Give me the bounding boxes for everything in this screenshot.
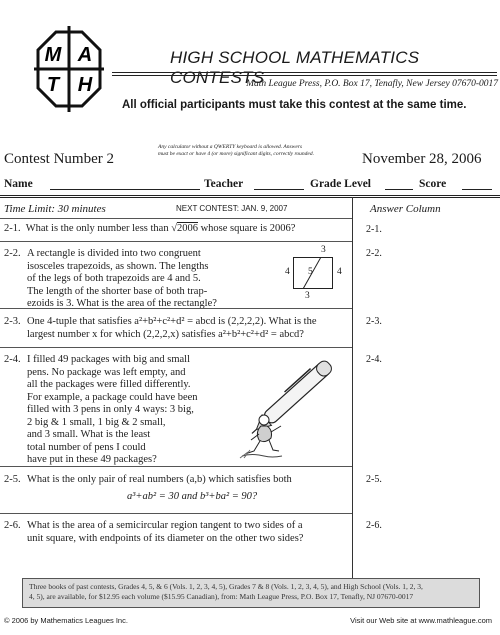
math-league-logo [34,26,104,112]
pen-icon [228,340,348,465]
official-notice: All official participants must take this contest at the same time. [122,99,467,111]
contest-number: Contest Number 2 [4,151,114,167]
answer-slot-2-6[interactable]: 2-6. [366,520,382,531]
score-label: Score [419,178,447,190]
question-number: 2-5. [4,474,21,485]
question-number: 2-2. [4,248,21,259]
books-advert [22,578,480,608]
figure-label-top: 3 [321,245,326,255]
grade-level-field[interactable] [385,178,413,190]
question-divider [0,513,352,514]
question-2-1 [4,223,295,236]
question-number: 2-1. [4,223,21,234]
question-line: One 4-tuple that satisfies a²+b²+c²+d² = abcd is (2,2,2,2). What is the [27,316,317,327]
question-line: isosceles trapezoids, as shown. The lengths [27,260,209,272]
question-line: What is the area of a semicircular region tangent to two sides of a [27,520,303,531]
figure-label-bottom: 3 [305,291,310,301]
question-line: A rectangle is divided into two congruent [27,248,201,259]
question-line: and 3 small. What is the least [27,429,151,440]
name-label: Name [4,178,33,190]
teacher-label: Teacher [204,178,244,190]
question-divider [0,218,352,219]
time-limit: Time Limit: 30 minutes [4,203,106,215]
score-field[interactable] [462,178,492,190]
answer-column-divider [352,197,353,597]
question-line: The length of the shorter base of both trap- [27,285,208,297]
page-title: HIGH SCHOOL MATHEMATICS CONTESTS [170,48,420,87]
answer-slot-2-2[interactable]: 2-2. [366,248,382,259]
section-rule-secondary [0,197,500,198]
question-2-4-text [27,354,237,467]
logo-letter-t: T [46,74,60,96]
answer-slot-2-5[interactable]: 2-5. [366,474,382,485]
question-equations: a³+ab² = 30 and b³+ba² = 90? [127,490,258,502]
question-line: all the packages were filled differently. [27,379,191,390]
teacher-field[interactable] [254,178,304,190]
calculator-note-line2: must be exact or have 4 (or more) significant digits, correctly rounded. [158,151,314,157]
question-line: For example, a package could have been [27,391,198,403]
question-line: unit square, with endpoints of its diameter on the other two sides? [27,532,304,544]
answer-column-heading: Answer Column [370,203,441,215]
figure-label-middle: 5 [308,267,313,277]
question-text: What is the only number less than [25,223,172,234]
header-rule [112,72,497,73]
header-rule-secondary [112,75,497,76]
publisher-address: Math League Press, P.O. Box 17, Tenafly, New Jersey 07670-0017 [246,79,498,89]
logo-letter-a: A [77,44,93,66]
radical-value: 2006 [176,223,198,234]
diagonal-divider-icon [293,257,333,289]
books-advert-line2: 4, 5), are available, for $12.95 each volume ($15.95 Canadian), from: Math League Press, P.O. Box 17, Tenafly, NJ 07670-0017 [29,591,414,601]
figure-label-right: 4 [337,267,342,277]
question-2-6-text [27,520,352,545]
question-2-5-text [27,474,352,503]
logo-octagon-icon [34,26,104,112]
figure-label-left: 4 [285,267,290,277]
section-rule [0,195,500,196]
question-line: What is the only pair of real numbers (a,b) which satisfies both [27,474,292,485]
question-number: 2-4. [4,354,21,365]
question-line: ezoids is 3. What is the area of the rectangle? [27,298,217,309]
logo-letter-h: H [77,74,93,96]
logo-letter-m: M [44,44,62,66]
radical-sign-icon: √ [171,223,177,234]
calculator-note [158,144,358,158]
copyright: © 2006 by Mathematics Leagues Inc. [4,616,128,625]
question-divider [0,466,352,467]
question-text-end: whose square is 2006? [197,223,296,234]
question-2-2-text [27,248,272,311]
next-contest: NEXT CONTEST: JAN. 9, 2007 [176,204,288,213]
trapezoid-figure [285,245,351,305]
question-line: I filled 49 packages with big and small [27,354,191,365]
question-2-3-text [27,316,352,341]
question-number: 2-3. [4,316,21,327]
books-advert-line1: Three books of past contests, Grades 4, 5, & 6 (Vols. 1, 2, 3, 4, 5), Grades 7 & 8 (Vols. 1, 2, 3, 4, 5), and High School (Vols. 1, 2, 3, [29,582,423,591]
answer-slot-2-4[interactable]: 2-4. [366,354,382,365]
question-line: have put in these 49 packages? [27,454,157,465]
question-line: of the legs of both trapezoids are 4 and 5. [27,273,201,284]
contest-date: November 28, 2006 [362,151,482,167]
question-line: pens. No package was left empty, and [27,366,186,378]
question-line: largest number x for which (2,2,2,x) satisfies a²+b²+c²+d² = abcd? [27,328,304,340]
pen-illustration [228,340,348,465]
question-divider [0,241,352,242]
name-field[interactable] [50,178,200,190]
calculator-note-line1: Any calculator without a QWERTY keyboard is allowed. Answers [158,144,303,150]
question-number: 2-6. [4,520,21,531]
question-line: 2 big & 1 small, 1 big & 2 small, [27,416,166,428]
question-line: filled with 3 pens in only 4 ways: 3 big, [27,404,194,415]
answer-slot-2-3[interactable]: 2-3. [366,316,382,327]
website-link[interactable]: Visit our Web site at www.mathleague.com [350,616,492,625]
answer-slot-2-1[interactable]: 2-1. [366,224,382,235]
question-divider [0,308,352,309]
grade-level-label: Grade Level [310,178,371,190]
question-line: total number of pens I could [27,441,146,453]
